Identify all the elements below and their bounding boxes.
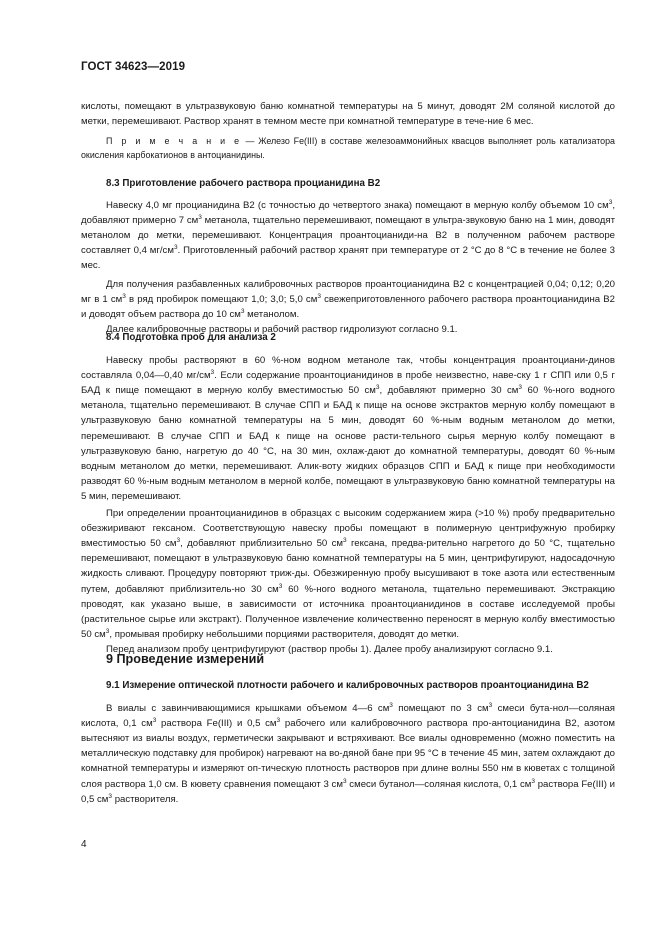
section-8-3-paragraph-3: Далее калибровочные растворы и рабочий раствор гидролизуют согласно 9.1. <box>106 323 458 335</box>
note <box>81 135 615 162</box>
note-text: — Железо Fe(III) в составе железоаммонийных квасцов выполняет роль катализатора окисления карбокатионов в антоцианидины. <box>81 136 615 160</box>
section-9 <box>81 652 615 807</box>
section-8-4-heading: 8.4 Подготовка проб для анализа 2 <box>106 332 276 343</box>
intro-paragraph: кислоты, помещают в ультразвуковую баню комнатной температуры на 5 минут, доводят 2М соляной кислотой до метки, перемешивают. Раствор хранят в темном месте при комнатной температуре в тече-ние 6 мес. <box>81 101 615 128</box>
section-8-3-paragraph-2: Для получения разбавленных калибровочных растворов проантоцианидина В2 с концентрацией 0,04; 0,12; 0,20 мг в 1 $см^3$ в ряд пробирок помещают 1,0; 3,0; 5,0 $см^3$ свежеприготовленного рабочего раствора проантоцианидина В2 и доводят объем раствора до 10 $см^3$ метанолом. <box>81 278 615 320</box>
section-9-heading: 9 Проведение измерений <box>106 652 265 666</box>
note-label: П р и м е ч а н и е <box>106 136 242 147</box>
intro-block <box>81 99 615 162</box>
page-number: 4 <box>81 839 87 850</box>
section-9-1-paragraph-1: В виалы с завинчивающимися крышками объемом 4—6 $см^3$ помещают по 3 $см^3$ смеси бута-нол—соляная кислота, 0,1 $см^3$ раствора Fe(III) и 0,5 $см^3$ рабочего или калибровочного раствора про-антоцианидина В2, азотом вытесняют из виалы воздух, герметически закрывают и встряхивают. Все виалы одновременно (можно поместить на металлическую подставку для пробирок) нагревают на во-дяной бане при 95 °С в течение 45 мин, затем охлаждают до комнатной температуры и измеряют оп-тическую плотность растворов при длине волны 550 нм в кюветах с толщиной слоя раствора 1,0 см. В кювету сравнения помещают 3 $см^3$ смеси бутанол—соляная кислота, 0,1 $см^3$ раствора Fe(III) и 0,5 $см^3$ растворителя. <box>81 702 616 805</box>
section-9-1-heading: 9.1 Измерение оптической плотности рабочего и калибровочных растворов проантоцианидина В2 <box>106 680 589 692</box>
section-8-3-paragraph-1: Навеску 4,0 мг процианидина В2 (с точностью до четвертого знака) помещают в мерную колбу объемом 10 $см^3$, добавляют примерно 7 $см^3$ метанола, тщательно перемешивают, помещают в ультра-звуковую баню на 1 мин, доводят метанолом до метки, перемешивают. Концентрация проантоцианиди-на В2 в полученном рабочем растворе составляет 0,4 $мг/см^3$. Приготовленный рабочий раствор хранят при температуре от 2 °С до 8 °С в течение не более 3 мес. <box>81 199 615 272</box>
section-8-4-paragraph-3: Перед анализом пробу центрифугируют (раствор пробы 1). Далее пробу анализируют согласно 9.1. <box>106 643 553 655</box>
section-8-4 <box>81 330 615 657</box>
section-8-3-heading: 8.3 Приготовление рабочего раствора процианидина В2 <box>106 178 381 189</box>
section-8-3 <box>81 176 615 337</box>
section-8-4-paragraph-1: Навеску пробы растворяют в 60 %-ном водном метаноле так, чтобы концентрация проантоциани-динов составляла 0,04—0,40 $мг/см^3$. Если содержание проантоцианидинов в пробе неизвестно, наве-ску 1 г СПП или 0,5 г БАД к пище помещают в мерную колбу вместимостью 50 $см^3$, добавляют примерно 30 $см^3$ 60 %-ного водного метанола, тщательно перемешивают. В случае СПП и БАД к пище на основе экстрактов мерную колбу помещают в ультразвуковую баню комнатной температуры на 5 мин, доводят 60 %-ным водным метанолом до метки, перемешивают. В случае СПП и БАД к пище на основе расти-тельного сырья мерную колбу помещают в ультразвуковую баню, нагретую до 40 °С, на 30 мин, охлаж-дают до комнатной температуры, доводят 60 %-ным водным метанолом до метки, перемешивают. Алик-воту жидких образцов СПП и БАД к пище при необходимости разводят 60 %-ным водным метанолом в мерной колбе, помещают в ультразвуковую баню комнатной температуры на 5 мин, перемешивают. <box>81 355 615 502</box>
standard-header: ГОСТ 34623—2019 <box>81 61 186 73</box>
section-8-4-paragraph-2: При определении проантоцианидинов в образцах с высоким содержанием жира (>10 %) пробу предварительно обезжиривают гексаном. Соответствующую навеску пробы помещают в полимерную центрифужную пробирку вместимостью 50 $см^3$, добавляют приблизительно 50 $см^3$ гексана, предва-рительно нагретого до 50 °С, тщательно перемешивают, помещают в ультразвуковую баню комнатной температуры на 5 мин, центрифугируют, надосадочную жидкость сливают. Процедуру повторяют триж-ды. Обезжиренную пробу высушивают в токе азота или естественным путем, добавляют приблизитель-но 30 $см^3$ 60 %-ного водного метанола, тщательно перемешивают. Экстракцию проводят, как указано выше, в зависимости от источника проантоцианидинов в составе исследуемой пробы (растительное сырье или экстракт). Полученное извлечение количественно переносят в мерную колбу вместимостью 50 $см^3$, промывая пробирку небольшими порциями растворителя, доводят до метки. <box>81 508 615 640</box>
